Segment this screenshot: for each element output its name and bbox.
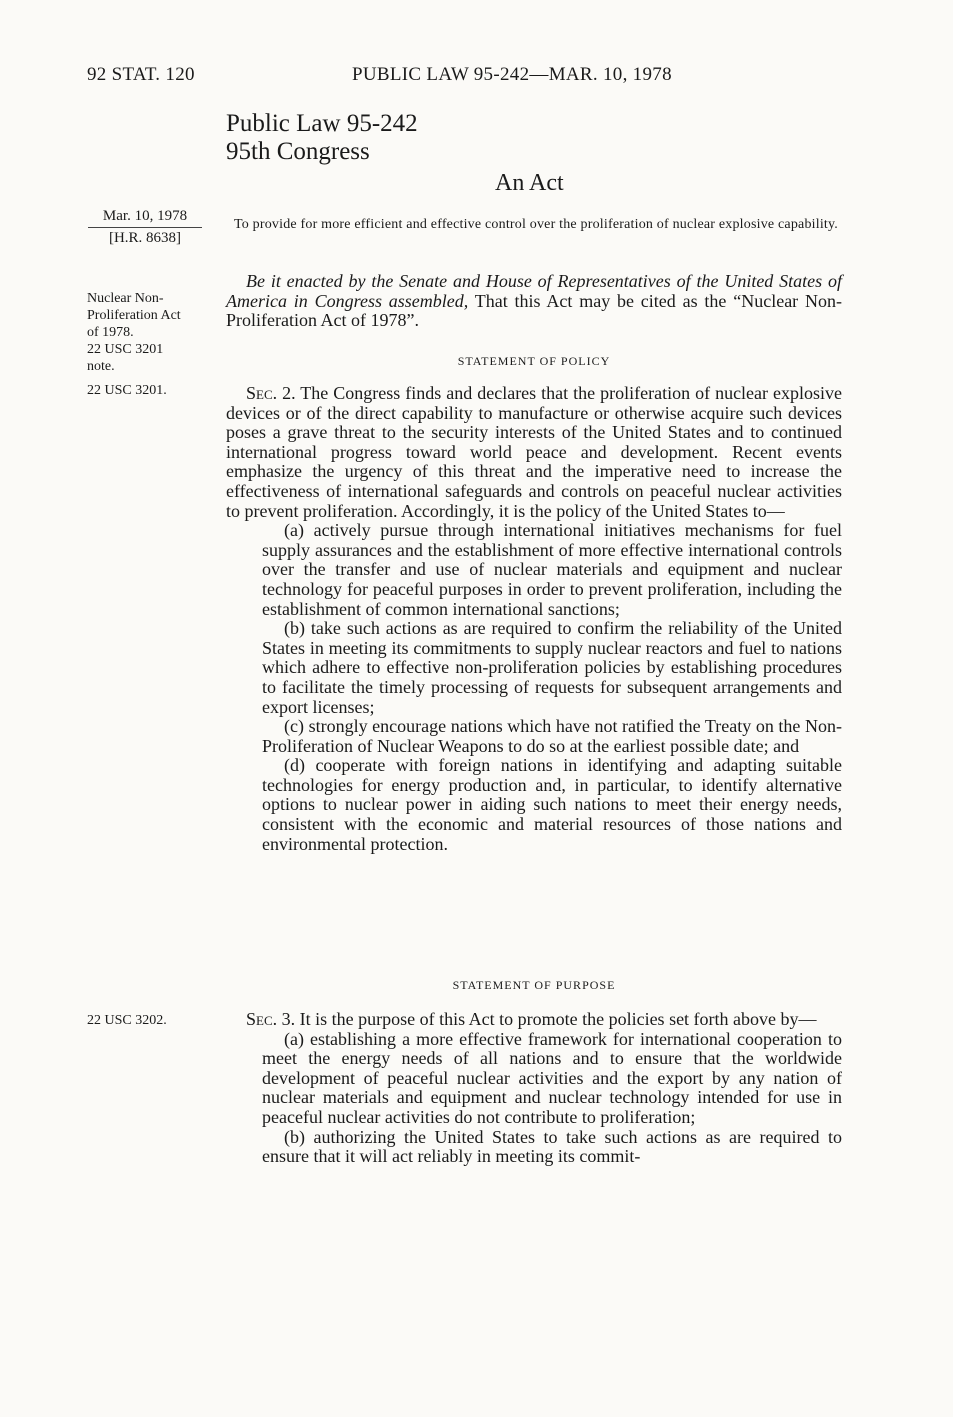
enacting-formula: Be it enacted by the Senate and House of Representatives of the United States of America in Congress assembled, [226, 271, 842, 311]
section-label: Sec. 2. [246, 383, 296, 403]
statute-page-number: 92 STAT. 120 [87, 64, 195, 85]
heading-statement-of-purpose: STATEMENT OF PURPOSE [452, 978, 616, 992]
section-2-intro [226, 384, 842, 521]
margin-note-usc-3202: 22 USC 3202. [87, 1013, 167, 1028]
law-title-block [226, 110, 418, 166]
heading-statement-of-policy: STATEMENT OF POLICY [457, 354, 611, 368]
margin-note-usc-3201: 22 USC 3201. [87, 383, 167, 398]
act-purpose: To provide for more efficient and effective control over the proliferation of nuclear explosive capability. [233, 217, 839, 232]
running-header: PUBLIC LAW 95-242—MAR. 10, 1978 [352, 64, 672, 85]
date-bill-block [88, 208, 202, 247]
margin-note-line: 22 USC 3201 [87, 342, 164, 357]
margin-note-line: note. [87, 359, 115, 374]
section-2-clause-c: (c) strongly encourage nations which have not ratified the Treaty on the Non-Proliferation of Nuclear Weapons to do so at the earliest possible date; and [262, 716, 842, 756]
section-label: Sec. 3. [246, 1009, 296, 1029]
short-title-text: That this Act may be cited as the “Nuclear Non-Proliferation Act of 1978”. [226, 290, 842, 331]
act-title: An Act [495, 170, 564, 196]
section-3-clause-b: (b) authorizing the United States to take such actions as are required to ensure that it will act reliably in meeting its commit- [262, 1126, 842, 1167]
section-3 [226, 1010, 842, 1167]
enactment-date: Mar. 10, 1978 [88, 208, 202, 228]
section-2-clause-a: (a) actively pursue through international initiatives mechanisms for fuel supply assurances and the establishment of more effective international controls over the transfer and use of nuclear materials and equipment and nuclear technology for peaceful purposes in order to prevent proliferation, including the establishment of common international sanctions; [262, 520, 842, 619]
bill-number: [H.R. 8638] [108, 230, 182, 246]
section-2-clause-b: (b) take such actions as are required to confirm the reliability of the United States in meeting its commitments to supply nuclear reactors and fuel to nations which adhere to effective non-proliferation policies by establishing procedures to facilitate the timely processing of requests for subsequent arrangements and export licenses; [262, 618, 842, 717]
section-3-intro [226, 1010, 842, 1030]
section-3-intro-text: It is the purpose of this Act to promote the policies set forth above by— [295, 1009, 817, 1029]
margin-note-line: Proliferation Act [87, 308, 181, 323]
section-3-clause-a: (a) establishing a more effective framework for international cooperation to meet the energy needs of all nations and to ensure that the worldwide development of peaceful nuclear activities and the export by any nation of nuclear materials and equipment and nuclear technology intended for use in peaceful nuclear activities do not contribute to proliferation; [262, 1028, 842, 1127]
section-2-intro-text: The Congress finds and declares that the proliferation of nuclear explosive devices or of the direct capability to manufacture or otherwise acquire such devices poses a grave threat to the security interests of the United States and to continued international progress toward world peace and development. Recent events emphasize the urgency of this threat and the imperative need to increase the effectiveness of international safeguards and controls on peaceful nuclear activities to prevent proliferation. Accordingly, it is the policy of the United States to— [226, 383, 843, 521]
margin-note-short-title [87, 290, 212, 375]
enacting-clause [226, 272, 842, 331]
section-2-clause-d: (d) cooperate with foreign nations in identifying and adapting suitable technologies for energy production and, in particular, to identify alternative options to nuclear power in aiding such nations to meet their energy needs, consistent with the economic and material resources of those nations and environmental protection. [262, 755, 842, 854]
law-number: Public Law 95-242 [226, 110, 418, 137]
margin-note-line: Nuclear Non- [87, 291, 164, 306]
congress-number: 95th Congress [226, 138, 370, 165]
margin-note-line: of 1978. [87, 325, 134, 340]
section-2 [226, 384, 842, 854]
